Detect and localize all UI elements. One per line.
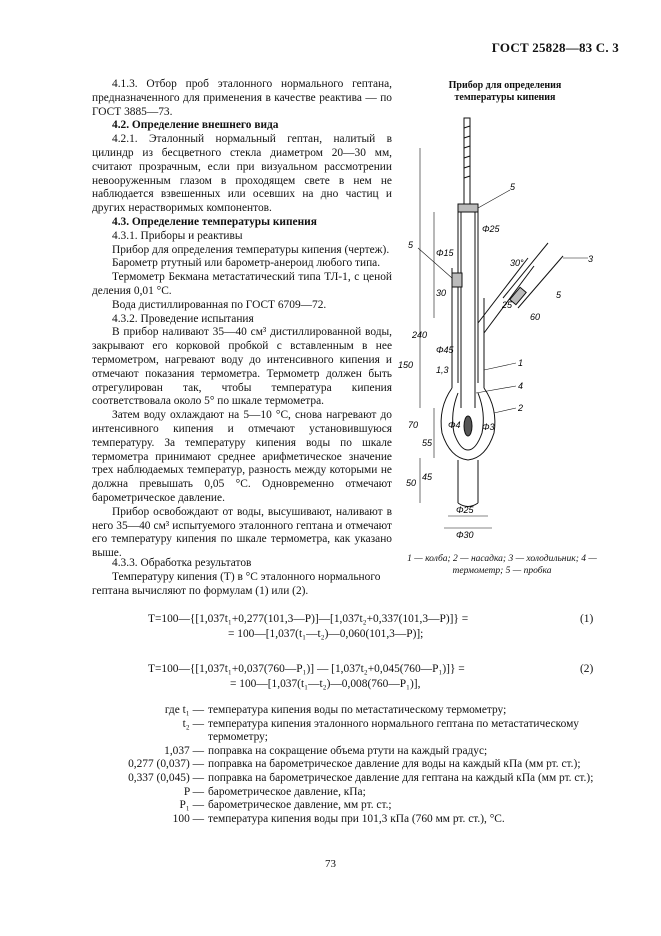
legend-description: температура кипения воды при 101,3 кПа (760 мм рт. ст.), °С. [208,812,505,825]
formula-1-number: (1) [580,613,594,625]
label-5-top: 5 [510,182,516,192]
paragraph: 4.2.1. Эталонный нормальный гептан, налитый в цилиндр из бесцветного стекла диаметром 20—30 мм, считают прозрачным, если при визуальном рассмотрении невооруженным глазом в проходящем свете в нем не наблюдается взвешенных или осевших на дно частиц и других нерастворимых компонентов. [92,133,392,215]
legend-row [92,786,612,800]
thermometer-stem [464,118,470,204]
legend-symbol: t₂ — [182,717,204,730]
dim-d30: Φ30 [456,530,474,540]
paragraph: 4.3.3. Обработка результатов [112,557,252,569]
figure-title-line1: Прибор для определения [448,80,562,91]
paragraph: 4.3.1. Приборы и реактивы [112,229,243,242]
legend-row [92,799,612,813]
dim-d25-top: Φ25 [482,224,500,234]
dim-d15: Φ15 [436,248,454,258]
dim-55: 55 [422,438,433,448]
formula-1-line1: T=100—{[1,037t₁+0,277(101,3—P)]—[1,037t₂+0,337(101,3—P)]} = [148,613,469,625]
legend-description: барометрическое давление, мм рт. ст.; [208,799,392,812]
figure-caption: 1 — колба; 2 — насадка; 3 — холодильник; 4 — термометр; 5 — пробка [407,554,597,576]
paragraph: Прибор освобождают от воды, высушивают, наливают в него 35—40 см³ испытуемого эталонного гептана и отмечают его температуру кипения по шкале термометра, как указано выше. [92,505,392,560]
formula-2-line2: = 100—[1,037(t₁—t₂)—0,008(760—P₁)], [230,678,421,690]
paragraph: Вода дистиллированная по ГОСТ 6709—72. [112,298,327,311]
dim-60: 60 [530,312,541,322]
dim-70: 70 [408,420,419,430]
formula-1-line2: = 100—[1,037(t₁—t₂)—0,060(101,3—P)]; [228,628,424,640]
paragraph: 4.3.2. Проведение испытания [112,312,254,325]
paragraph: 4.2. Определение внешнего вида [112,119,279,132]
dim-45: 45 [422,472,433,482]
label-5-right: 5 [556,290,562,300]
dim-d45: Φ45 [436,345,454,355]
legend-symbol: P₁ — [179,799,204,812]
page-header: ГОСТ 25828—83 С. 3 [491,40,619,55]
dim-d4: Φ4 [448,420,461,430]
legend-symbol: 0,337 (0,045) — [128,771,204,784]
legend-row [92,704,612,718]
legend-row [92,718,612,745]
figure-title-line2: температуры кипения [454,92,556,103]
paragraph: Барометр ртутный или барометр-анероид любого типа. [112,257,381,270]
legend-symbol: где t₁ — [164,704,204,716]
dim-1-3: 1,3 [436,365,449,375]
label-2: 2 [518,403,524,413]
paragraph: Прибор для определения температуры кипения (чертеж). [112,243,390,256]
dim-240: 240 [412,330,428,340]
legend-row [92,772,612,786]
apparatus-drawing [398,108,608,548]
legend-description: барометрическое давление, кПа; [208,785,366,798]
dim-d25-bottom: Φ25 [456,505,474,515]
variable-legend [92,704,612,826]
legend-symbol: 1,037 — [164,744,204,757]
legend-description: поправка на сокращение объема ртути на каждый градус; [208,744,488,757]
legend-row [92,813,612,827]
formula-2-line1: T=100—{[1,037t₁+0,037(760—P₁)] — [1,037t₂+0,045(760—P₁)]} = [148,663,465,675]
paragraph: Термометр Бекмана метастатический типа ТЛ-1, с ценой деления 0,01 °С. [92,271,392,297]
legend-symbol: P — [183,785,204,798]
legend-row [92,758,612,772]
dim-50: 50 [406,478,417,488]
dim-angle: 30° [510,258,524,268]
paragraph: 4.3. Определение температуры кипения [112,215,317,228]
legend-row [92,745,612,759]
left-column [92,78,392,561]
formula-2-number: (2) [580,663,594,675]
legend-description: поправка на барометрическое давление для гептана на каждый кПа (мм рт. ст.); [208,771,594,784]
paragraph: 4.1.3. Отбор проб эталонного нормального гептана, предназначенного для применения в качестве реактива — по ГОСТ 3885—73. [92,78,392,118]
legend-symbol: 100 — [172,812,204,825]
legend-description: температура кипения воды по метастатическому термометру; [208,704,507,716]
page-number: 73 [325,858,336,870]
top-cork [458,204,478,212]
dim-25: 25 [502,300,513,310]
dim-30: 30 [436,288,447,298]
label-1: 1 [518,358,524,368]
dim-d3: Φ3 [482,422,495,432]
legend-description: поправка на барометрическое давление для воды на каждый кПа (мм рт. ст.); [208,758,581,771]
legend-symbol: 0,277 (0,037) — [128,758,204,771]
paragraph: Температуру кипения (T) в °С эталонного нормального гептана вычисляют по формулам (1) или (2). [92,570,381,597]
paragraph: В прибор наливают 35—40 см³ дистиллированной воды, закрывают его корковой пробкой с вставленным в нее термометром, нагревают воду до интенсивного кипения и отмечают показания термометра. Термометр должен быть отрегулирован так, чтобы температура кипения соответствовала около 5° по шкале термометра. [92,326,392,408]
paragraph: Затем воду охлаждают на 5—10 °С, снова нагревают до интенсивного кипения и отмечают установившуюся температуру. За температуру кипения воды по шкале термометра принимают среднее арифметическое значение трех наблюдаемых температур, разность между которыми не должна превышать 0,05 °С. Одновременно отмечают барометрическое давление. [92,409,392,504]
dim-150: 150 [398,360,414,370]
legend-description: температура кипения эталонного нормального гептана по метастатическому термометру; [208,717,579,744]
label-3: 3 [588,254,594,264]
label-5-left: 5 [408,240,414,250]
label-4: 4 [518,381,524,391]
figure-title [420,80,590,104]
after-figure-text [92,557,392,598]
